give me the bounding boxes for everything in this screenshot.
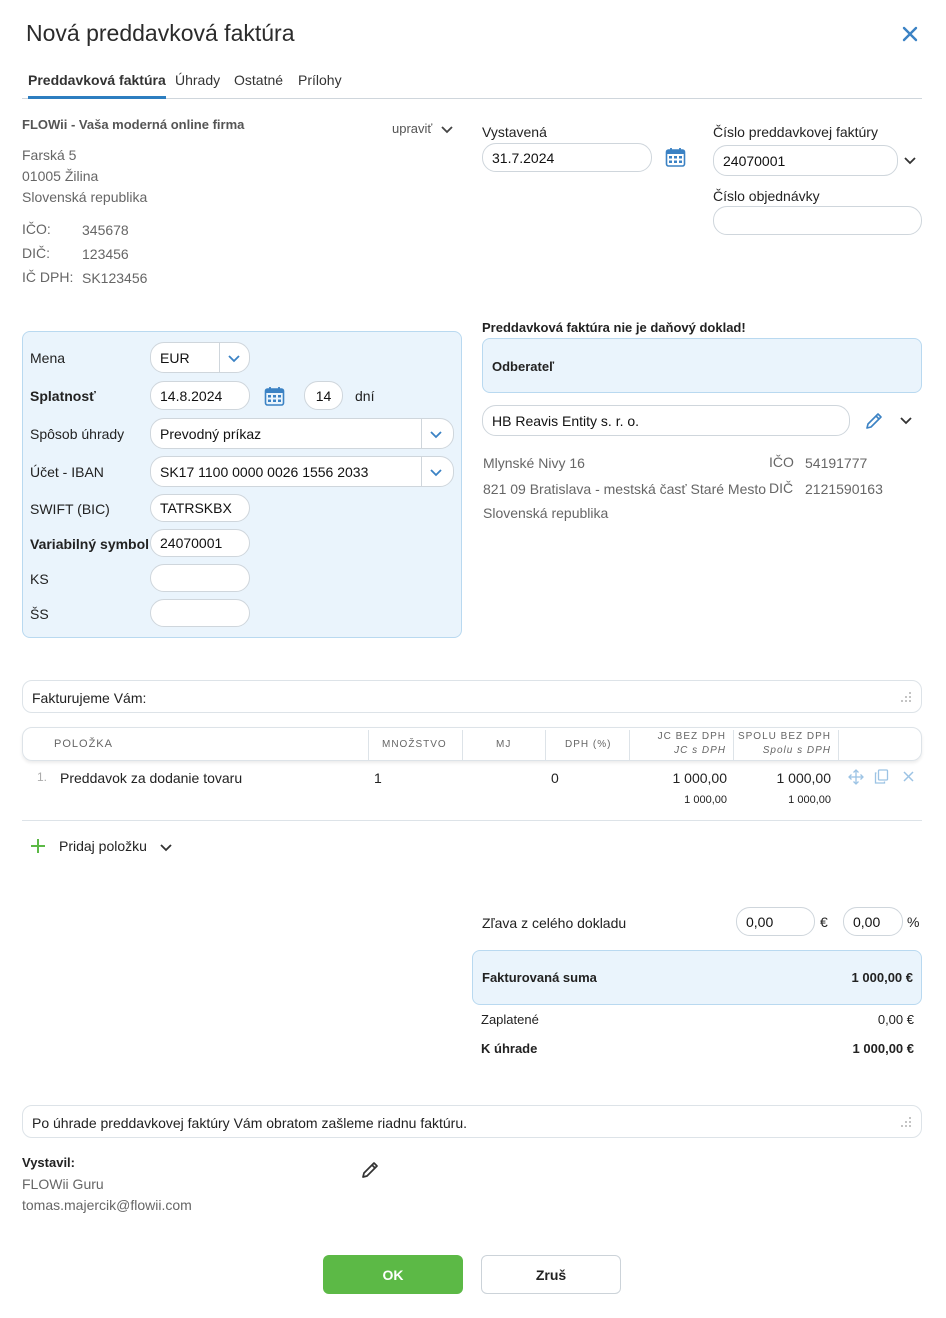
header-total-vat: Spolu s DPH (762, 745, 831, 756)
tab-payments[interactable]: Úhrady (175, 72, 221, 88)
paid-label: Zaplatené (481, 1012, 539, 1027)
issuer-email: tomas.majercik@flowii.com (22, 1197, 192, 1213)
invoiced-value: 1 000,00 € (851, 970, 913, 985)
intro-textarea[interactable] (22, 680, 922, 713)
row-unit-price: 1 000,00 (672, 770, 727, 786)
swift-input[interactable]: TATRSKBX (150, 494, 250, 522)
customer-section (482, 338, 922, 393)
intro-text: Fakturujeme Vám: (32, 690, 147, 706)
chevron-down-icon (227, 351, 241, 365)
copy-icon[interactable] (874, 769, 889, 784)
ss-label: ŠS (30, 606, 49, 622)
row-name: Preddavok za dodanie tovaru (60, 770, 243, 786)
vs-label: Variabilný symbol (30, 536, 150, 552)
header-qty: MNOŽSTVO (382, 739, 447, 750)
row-vat: 0 (551, 770, 559, 786)
supplier-country: Slovenská republika (22, 189, 148, 205)
swift-label: SWIFT (BIC) (30, 501, 110, 517)
due-total-value: 1 000,00 € (852, 1041, 914, 1056)
chevron-down-icon[interactable] (899, 413, 913, 427)
method-label: Spôsob úhrady (30, 426, 125, 442)
chevron-down-icon (429, 427, 443, 441)
issuer-name: FLOWii Guru (22, 1176, 104, 1192)
iban-label: Účet - IBAN (30, 464, 104, 480)
footer-textarea[interactable] (22, 1105, 922, 1138)
customer-street: Mlynské Nivy 16 (483, 455, 585, 471)
due-date-input[interactable]: 14.8.2024 (150, 381, 250, 410)
days-label: dní (355, 388, 375, 404)
row-qty: 1 (374, 770, 382, 786)
ss-input[interactable] (150, 599, 250, 627)
customer-country: Slovenská republika (483, 505, 609, 521)
issued-date-input[interactable]: 31.7.2024 (482, 143, 652, 172)
discount-percent-input[interactable]: 0,00 (843, 907, 903, 936)
footer-text: Po úhrade preddavkovej faktúry Vám obratom zašleme riadnu faktúru. (32, 1115, 468, 1131)
issued-label: Vystavená (482, 124, 547, 140)
supplier-dic: 123456 (82, 246, 129, 262)
header-unit-price: JC BEZ DPH (657, 731, 726, 742)
issuer-label: Vystavil: (22, 1155, 75, 1170)
supplier-icdph-label: IČ DPH: (22, 269, 74, 285)
order-number-label: Číslo objednávky (713, 188, 820, 204)
supplier-edit-label: upraviť (392, 121, 433, 136)
supplier-ico-label: IČO: (22, 221, 51, 237)
row-total-vat: 1 000,00 (788, 794, 831, 806)
header-unit: MJ (496, 739, 512, 750)
close-icon[interactable] (898, 22, 922, 46)
resize-handle-icon[interactable] (901, 692, 911, 702)
vs-input[interactable]: 24070001 (150, 529, 250, 557)
tab-invoice[interactable]: Preddavková faktúra (28, 72, 166, 99)
table-row[interactable] (22, 763, 922, 821)
ks-label: KS (30, 571, 49, 587)
currency-select[interactable]: EUR (150, 342, 250, 373)
supplier-edit-button[interactable] (392, 121, 454, 136)
supplier-name: FLOWii - Vaša moderná online firma (22, 117, 245, 132)
currency-label: Mena (30, 350, 66, 366)
chevron-down-icon[interactable] (903, 153, 917, 167)
chevron-down-icon (429, 465, 443, 479)
pencil-icon[interactable] (360, 1160, 380, 1183)
chevron-down-icon (440, 122, 454, 136)
row-total: 1 000,00 (776, 770, 831, 786)
discount-amount-input[interactable]: 0,00 (736, 907, 815, 936)
customer-dic: 2121590163 (805, 481, 883, 497)
invoice-number-input[interactable]: 24070001 (713, 145, 898, 176)
discount-label: Zľava z celého dokladu (482, 915, 627, 931)
order-number-input[interactable] (713, 206, 922, 235)
ok-button[interactable]: OK (323, 1255, 463, 1294)
move-icon[interactable] (848, 769, 864, 785)
tab-attachments[interactable]: Prílohy (298, 72, 342, 88)
customer-ico-label: IČO (769, 454, 794, 470)
cancel-button[interactable]: Zruš (481, 1255, 621, 1294)
page-title: Nová preddavková faktúra (26, 20, 295, 46)
row-number: 1. (37, 770, 48, 784)
paid-value: 0,00 € (877, 1012, 914, 1027)
due-days-input[interactable]: 14 (304, 381, 343, 410)
pencil-icon[interactable] (864, 411, 884, 434)
tab-bar (22, 72, 922, 99)
chevron-down-icon[interactable] (159, 840, 173, 854)
add-item-label: Pridaj položku (59, 838, 147, 854)
calendar-icon[interactable] (665, 147, 686, 171)
header-vat: DPH (%) (565, 739, 612, 750)
header-item: POLOŽKA (54, 738, 113, 750)
due-total-label: K úhrade (481, 1041, 538, 1056)
supplier-icdph: SK123456 (82, 270, 148, 286)
customer-name-input[interactable]: HB Reavis Entity s. r. o. (482, 405, 850, 436)
customer-section-label: Odberateľ (492, 359, 555, 374)
header-unit-price-vat: JC s DPH (674, 745, 726, 756)
due-label: Splatnosť (30, 388, 96, 404)
supplier-dic-label: DIČ: (22, 245, 50, 261)
header-total: SPOLU BEZ DPH (737, 731, 831, 742)
ks-input[interactable] (150, 564, 250, 592)
tax-notice: Preddavková faktúra nie je daňový doklad! (482, 320, 746, 335)
invoiced-label: Fakturovaná suma (482, 970, 597, 985)
supplier-street: Farská 5 (22, 147, 77, 163)
percent-symbol: % (907, 914, 920, 930)
invoiced-sum-box (472, 950, 922, 1005)
resize-handle-icon[interactable] (901, 1117, 911, 1127)
calendar-icon[interactable] (264, 386, 285, 410)
supplier-city: 01005 Žilina (22, 168, 99, 184)
tab-other[interactable]: Ostatné (234, 72, 284, 88)
customer-city: 821 09 Bratislava - mestská časť Staré Mesto (483, 481, 767, 497)
plus-icon (30, 838, 46, 854)
payment-method-select[interactable]: Prevodný príkaz (150, 418, 454, 449)
supplier-ico: 345678 (82, 222, 129, 238)
delete-icon[interactable] (902, 770, 915, 783)
currency-symbol: € (820, 914, 828, 930)
add-item-button[interactable] (30, 838, 147, 854)
iban-select[interactable]: SK17 1100 0000 0026 1556 2033 (150, 456, 454, 487)
customer-ico: 54191777 (805, 455, 868, 471)
customer-dic-label: DIČ (769, 480, 794, 496)
row-unit-price-vat: 1 000,00 (684, 794, 727, 806)
invoice-number-label: Číslo preddavkovej faktúry (713, 124, 878, 140)
